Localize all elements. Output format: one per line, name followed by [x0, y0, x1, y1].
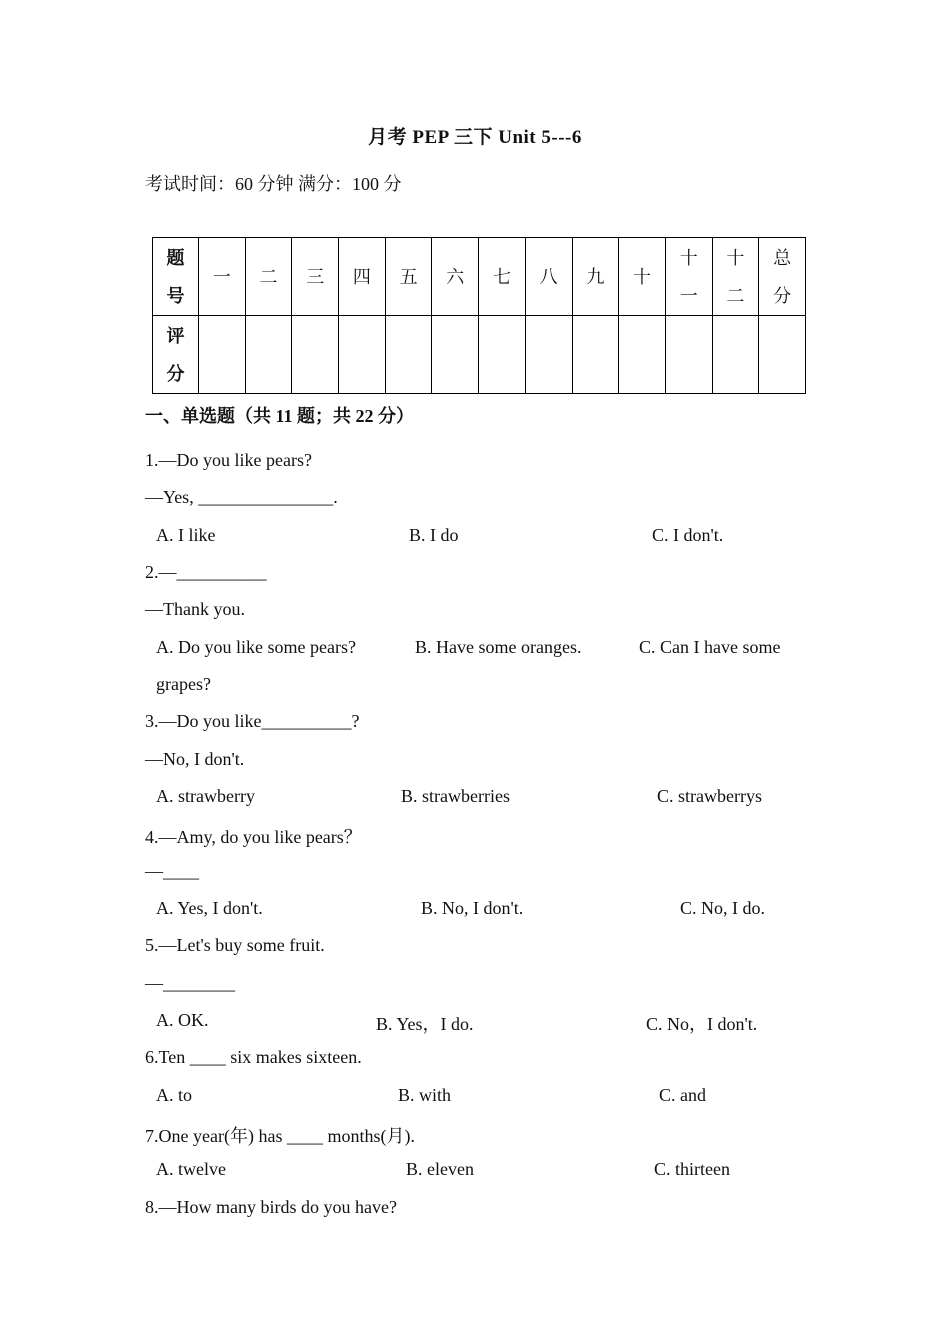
header-cell: 四: [339, 238, 386, 316]
header-cell: 九: [572, 238, 619, 316]
score-cell[interactable]: [245, 316, 292, 394]
option-6a[interactable]: A. to: [156, 1085, 192, 1105]
row-label-pingfen: 评 分: [153, 316, 199, 394]
header-cell: 三: [292, 238, 339, 316]
option-4c[interactable]: C. No, I do.: [680, 898, 765, 918]
option-7c[interactable]: C. thirteen: [654, 1159, 730, 1179]
option-2c-wrap: grapes?: [156, 674, 211, 694]
option-3a[interactable]: A. strawberry: [156, 786, 255, 806]
score-cell[interactable]: [292, 316, 339, 394]
option-2b[interactable]: B. Have some oranges.: [415, 637, 582, 657]
score-table-row-scores: [153, 316, 806, 394]
score-table: [152, 237, 806, 394]
header-cell: 八: [525, 238, 572, 316]
header-cell: 十 二: [712, 238, 759, 316]
score-cell[interactable]: [572, 316, 619, 394]
option-6c[interactable]: C. and: [659, 1085, 706, 1105]
score-cell[interactable]: [385, 316, 432, 394]
exam-meta: 考试时间：60 分钟 满分：100 分: [145, 174, 402, 194]
question-8: 8.—How many birds do you have?: [145, 1197, 397, 1217]
option-4a[interactable]: A. Yes, I don't.: [156, 898, 263, 918]
exam-title: 月考 PEP 三下 Unit 5---6: [368, 127, 582, 148]
option-3c[interactable]: C. strawberrys: [657, 786, 762, 806]
header-cell: 七: [479, 238, 526, 316]
header-cell: 五: [385, 238, 432, 316]
question-3: 3.—Do you like__________?: [145, 711, 360, 731]
answer-line-2: —Thank you.: [145, 599, 245, 619]
option-6b[interactable]: B. with: [398, 1085, 452, 1105]
option-1b[interactable]: B. I do: [409, 525, 459, 545]
score-table-row-header: [153, 238, 806, 316]
option-3b[interactable]: B. strawberries: [401, 786, 510, 806]
header-cell-total: 总 分: [759, 238, 806, 316]
question-6: 6.Ten ____ six makes sixteen.: [145, 1047, 362, 1067]
score-cell[interactable]: [479, 316, 526, 394]
option-5b[interactable]: B. Yes，I do.: [376, 1014, 474, 1034]
header-cell: 十: [619, 238, 666, 316]
question-1: 1.—Do you like pears?: [145, 450, 312, 470]
section-title: 一、单选题（共 11 题；共 22 分）: [145, 406, 415, 426]
question-4: 4.—Amy, do you like pears？: [145, 827, 362, 847]
header-cell: 一: [199, 238, 246, 316]
score-cell[interactable]: [525, 316, 572, 394]
option-5c[interactable]: C. No，I don't.: [646, 1014, 758, 1034]
row-label-tihao: 题 号: [153, 238, 199, 316]
option-1c[interactable]: C. I don't.: [652, 525, 724, 545]
score-cell[interactable]: [712, 316, 759, 394]
score-cell[interactable]: [665, 316, 712, 394]
score-cell[interactable]: [432, 316, 479, 394]
option-7a[interactable]: A. twelve: [156, 1159, 226, 1179]
header-cell: 十 一: [665, 238, 712, 316]
option-4b[interactable]: B. No, I don't.: [421, 898, 524, 918]
option-2c[interactable]: C. Can I have some: [639, 637, 781, 657]
header-cell: 六: [432, 238, 479, 316]
answer-line-5: —________: [145, 973, 235, 993]
answer-line-3: —No, I don't.: [145, 749, 245, 769]
score-cell[interactable]: [339, 316, 386, 394]
header-cell: 二: [245, 238, 292, 316]
question-7: 7.One year(年) has ____ months(月).: [145, 1126, 415, 1146]
answer-line-4: —____: [145, 861, 199, 881]
score-cell-total[interactable]: [759, 316, 806, 394]
option-5a[interactable]: A. OK.: [156, 1010, 209, 1030]
option-1a[interactable]: A. I like: [156, 525, 216, 545]
question-5: 5.—Let's buy some fruit.: [145, 935, 325, 955]
question-2: 2.—__________: [145, 562, 267, 582]
score-cell[interactable]: [619, 316, 666, 394]
option-7b[interactable]: B. eleven: [406, 1159, 474, 1179]
score-cell[interactable]: [199, 316, 246, 394]
answer-line-1: —Yes, _______________.: [145, 487, 338, 507]
option-2a[interactable]: A. Do you like some pears?: [156, 637, 356, 657]
